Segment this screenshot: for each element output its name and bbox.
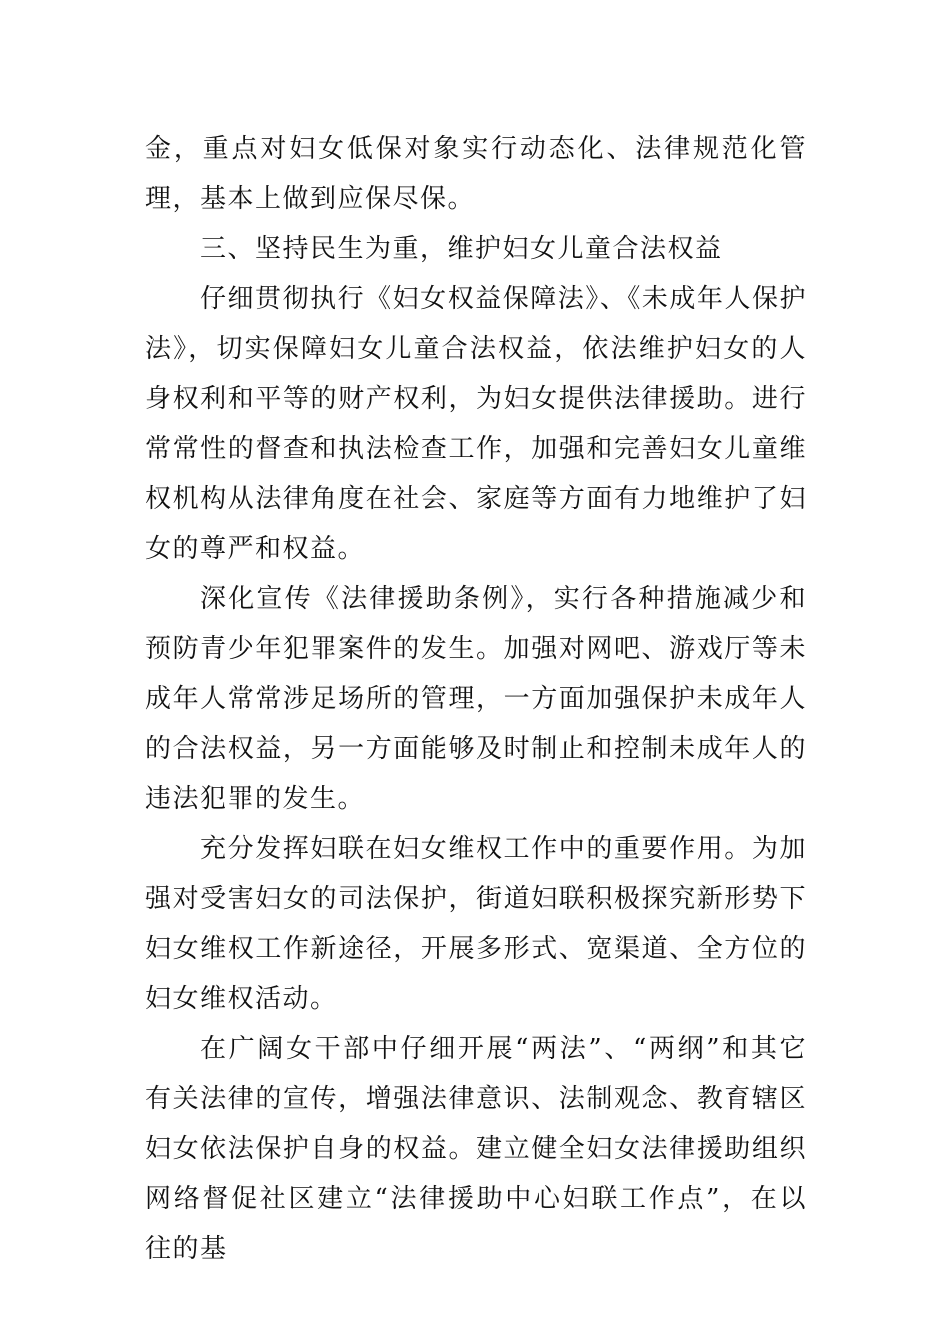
paragraph: 充分发挥妇联在妇女维权工作中的重要作用。为加强对受害妇女的司法保护，街道妇联积极探究新形势下妇女维权工作新途径，开展多形式、宽渠道、全方位的妇女维权活动。 — [145, 834, 807, 1014]
document-body — [145, 124, 807, 1274]
section-heading: 三、坚持民生为重，维护妇女儿童合法权益 — [200, 234, 723, 264]
paragraph: 仔细贯彻执行《妇女权益保障法》、《未成年人保护法》，切实保障妇女儿童合法权益，依法维护妇女的人身权利和平等的财产权利，为妇女提供法律援助。进行常常性的督查和执法检查工作，加强和完善妇女儿童维权机构从法律角度在社会、家庭等方面有力地维护了妇女的尊严和权益。 — [145, 284, 807, 564]
paragraph-continuation: 金，重点对妇女低保对象实行动态化、法律规范化管理，基本上做到应保尽保。 — [145, 134, 807, 214]
paragraph: 深化宣传《法律援助条例》，实行各种措施减少和预防青少年犯罪案件的发生。加强对网吧、游戏厅等未成年人常常涉足场所的管理，一方面加强保护未成年人的合法权益，另一方面能够及时制止和控制未成年人的违法犯罪的发生。 — [145, 584, 807, 814]
paragraph: 在广阔女干部中仔细开展“两法”、“两纲”和其它有关法律的宣传，增强法律意识、法制观念、教育辖区妇女依法保护自身的权益。建立健全妇女法律援助组织网络督促社区建立“法律援助中心妇联工作点”，在以往的基 — [145, 1034, 807, 1264]
